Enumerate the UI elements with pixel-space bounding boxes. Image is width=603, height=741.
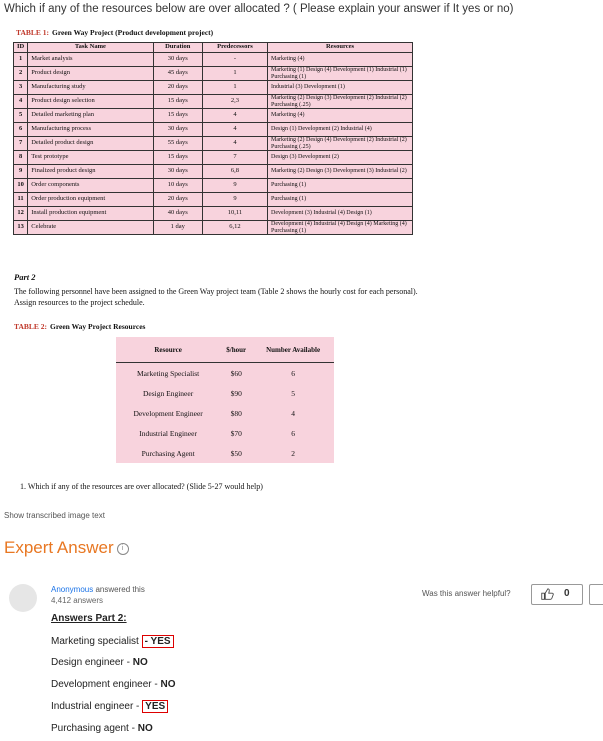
table1-row <box>14 151 413 165</box>
question-text: Which if any of the resources below are over allocated ? ( Please explain your answer if It yes or no) <box>4 3 514 15</box>
table2-row <box>116 443 334 463</box>
answer-label: Design engineer - <box>51 657 133 668</box>
table2-cell-available: 2 <box>291 448 295 458</box>
table1-cell-id: 3 <box>14 81 28 95</box>
table2-header-row <box>116 337 334 363</box>
table1-cell-predecessors: 4 <box>202 137 267 151</box>
table1-cell-id: 9 <box>14 165 28 179</box>
table1-cell-duration: 15 days <box>153 151 202 165</box>
table1-cell-resources: Development (3) Industrial (4) Design (1) <box>268 207 413 221</box>
answer-value: - YES <box>142 635 174 648</box>
table1-cell-resources: Marketing (2) Design (3) Development (2) Industrial (2) Purchasing (.25) <box>268 95 413 109</box>
table1-cell-task: Detailed marketing plan <box>28 109 153 123</box>
table1-cell-duration: 20 days <box>153 193 202 207</box>
answer-line <box>51 723 153 734</box>
table2-col-rate: $/hour <box>220 337 252 363</box>
table1-cell-task: Celebrate <box>28 221 153 235</box>
table1-cell-resources: Marketing (2) Design (3) Development (3) Industrial (2) <box>268 165 413 179</box>
table1-col-task: Task Name <box>28 43 153 53</box>
table1-cell-task: Manufacturing study <box>28 81 153 95</box>
answer-value: NO <box>137 723 153 734</box>
table1-cell-predecessors: 9 <box>202 179 267 193</box>
table1-cell-resources: Design (1) Development (2) Industrial (4) <box>268 123 413 137</box>
table1-cell-task: Manufacturing process <box>28 123 153 137</box>
table2-row <box>116 383 334 403</box>
table1-row <box>14 221 413 235</box>
table1-cell-predecessors: 6,12 <box>202 221 267 235</box>
table1-cell-resources: Development (4) Industrial (4) Design (4) Marketing (4) Purchasing (1) <box>268 221 413 235</box>
table1-row <box>14 95 413 109</box>
table1-cell-predecessors: 4 <box>202 123 267 137</box>
answer-line <box>51 701 168 712</box>
table1-row <box>14 53 413 67</box>
table2-cell-resource: Marketing Specialist <box>136 368 200 378</box>
table1-row <box>14 137 413 151</box>
answer-line <box>51 679 176 690</box>
table1-cell-task: Order components <box>28 179 153 193</box>
table1-cell-resources: Design (3) Development (2) <box>268 151 413 165</box>
answer-line <box>51 636 174 647</box>
table2-cell-rate: $70 <box>230 428 242 438</box>
table1-cell-duration: 20 days <box>153 81 202 95</box>
table2 <box>116 337 334 463</box>
table1-col-id: ID <box>14 43 28 53</box>
table1-row <box>14 67 413 81</box>
table1-cell-duration: 15 days <box>153 95 202 109</box>
table1-cell-predecessors: 6,8 <box>202 165 267 179</box>
table1-cell-id: 12 <box>14 207 28 221</box>
table2-cell-resource: Development Engineer <box>133 408 203 418</box>
table1-row <box>14 165 413 179</box>
table1-cell-id: 8 <box>14 151 28 165</box>
table2-cell-available: 4 <box>291 408 295 418</box>
table1-cell-id: 2 <box>14 67 28 81</box>
table1-cell-id: 1 <box>14 53 28 67</box>
expert-answer-title: Expert Answer i <box>4 538 129 558</box>
table1-row <box>14 81 413 95</box>
table1-cell-resources: Marketing (2) Design (4) Development (2) Industrial (2) Purchasing (.25) <box>268 137 413 151</box>
table2-cell-rate: $60 <box>230 368 242 378</box>
part2-text: The following personnel have been assigned to the Green Way project team (Table 2 shows the hourly cost for each personal). Assign resources to the project schedule. <box>14 287 418 307</box>
table1-cell-duration: 1 day <box>153 221 202 235</box>
table1-cell-resources: Purchasing (1) <box>268 193 413 207</box>
table1-cell-task: Product design <box>28 67 153 81</box>
thumbs-up-icon <box>540 587 554 601</box>
table1-cell-id: 11 <box>14 193 28 207</box>
table1-cell-predecessors: 4 <box>202 109 267 123</box>
table1-row <box>14 179 413 193</box>
table2-cell-rate: $90 <box>230 388 242 398</box>
table1-cell-duration: 45 days <box>153 67 202 81</box>
answer-label: Development engineer - <box>51 679 161 690</box>
helpful-label: Was this answer helpful? <box>422 589 511 598</box>
table2-cell-available: 5 <box>291 388 295 398</box>
table1-cell-task: Product design selection <box>28 95 153 109</box>
transcribed-image <box>6 24 436 494</box>
table2-cell-resource: Industrial Engineer <box>139 428 197 438</box>
table1-cell-id: 10 <box>14 179 28 193</box>
table2-cell-rate: $80 <box>230 408 242 418</box>
table1-cell-duration: 30 days <box>153 123 202 137</box>
answer-line <box>51 657 148 668</box>
table1-col-predecessors: Predecessors <box>202 43 267 53</box>
table2-cell-resource: Purchasing Agent <box>141 448 195 458</box>
table2-cell-available: 6 <box>291 368 295 378</box>
author-line: Anonymous answered this <box>51 585 145 594</box>
table1-cell-predecessors: 1 <box>202 67 267 81</box>
table1-cell-duration: 55 days <box>153 137 202 151</box>
table1-cell-task: Detailed product design <box>28 137 153 151</box>
answer-value: YES <box>142 700 168 713</box>
answers-heading: Answers Part 2: <box>51 613 127 624</box>
table1-cell-duration: 10 days <box>153 179 202 193</box>
table2-title: TABLE 2: Green Way Project Resources <box>14 322 146 331</box>
answer-label: Marketing specialist <box>51 636 142 647</box>
table1-cell-task: Install production equipment <box>28 207 153 221</box>
table1-row <box>14 109 413 123</box>
table1-cell-id: 6 <box>14 123 28 137</box>
table1-cell-resources: Marketing (4) <box>268 53 413 67</box>
table1-row <box>14 207 413 221</box>
table2-col-resource: Resource <box>116 337 220 363</box>
table1-cell-duration: 30 days <box>153 165 202 179</box>
table2-cell-resource: Design Engineer <box>143 388 194 398</box>
thumbs-down-button[interactable] <box>589 584 603 605</box>
info-icon[interactable]: i <box>117 543 129 555</box>
image-question: 1. Which if any of the resources are over allocated? (Slide 5-27 would help) <box>20 482 263 491</box>
show-transcribed-link[interactable]: Show transcribed image text <box>4 511 105 520</box>
author-name[interactable]: Anonymous <box>51 585 94 594</box>
table1-cell-resources: Marketing (4) <box>268 109 413 123</box>
table1-cell-predecessors: 7 <box>202 151 267 165</box>
table1-cell-task: Market analysis <box>28 53 153 67</box>
table2-cell-rate: $50 <box>230 448 242 458</box>
answer-value: NO <box>160 679 176 690</box>
table1-cell-duration: 30 days <box>153 53 202 67</box>
avatar <box>9 584 37 612</box>
table1-cell-predecessors: 2,3 <box>202 95 267 109</box>
table1-title: TABLE 1: Green Way Project (Product development project) <box>16 28 214 37</box>
table2-col-available: Number Available <box>252 337 334 363</box>
table1-cell-predecessors: 9 <box>202 193 267 207</box>
table1-cell-resources: Purchasing (1) <box>268 179 413 193</box>
author-answer-count: 4,412 answers <box>51 596 104 605</box>
table1-header-row <box>14 43 413 53</box>
like-count: 0 <box>564 588 570 599</box>
table1-col-duration: Duration <box>153 43 202 53</box>
thumbs-up-button[interactable] <box>531 584 583 605</box>
answer-label: Purchasing agent - <box>51 723 138 734</box>
table1-cell-task: Test prototype <box>28 151 153 165</box>
table1-col-resources: Resources <box>268 43 413 53</box>
table2-row <box>116 403 334 423</box>
table1-cell-task: Order production equipment <box>28 193 153 207</box>
table1-cell-task: Finalized product design <box>28 165 153 179</box>
table1-cell-duration: 40 days <box>153 207 202 221</box>
table1-cell-duration: 15 days <box>153 109 202 123</box>
table1 <box>13 42 413 235</box>
answer-value: NO <box>132 657 148 668</box>
table1-cell-id: 4 <box>14 95 28 109</box>
table2-row <box>116 363 334 384</box>
table1-cell-predecessors: - <box>202 53 267 67</box>
table1-cell-resources: Marketing (1) Design (4) Development (1) Industrial (1) Purchasing (1) <box>268 67 413 81</box>
answer-label: Industrial engineer - <box>51 701 143 712</box>
table1-row <box>14 193 413 207</box>
table1-cell-predecessors: 10,11 <box>202 207 267 221</box>
table1-cell-id: 5 <box>14 109 28 123</box>
table2-row <box>116 423 334 443</box>
table1-cell-id: 13 <box>14 221 28 235</box>
table1-cell-id: 7 <box>14 137 28 151</box>
table1-cell-resources: Industrial (3) Development (1) <box>268 81 413 95</box>
table2-cell-available: 6 <box>291 428 295 438</box>
table1-row <box>14 123 413 137</box>
table1-cell-predecessors: 1 <box>202 81 267 95</box>
part2-heading: Part 2 <box>14 272 36 282</box>
